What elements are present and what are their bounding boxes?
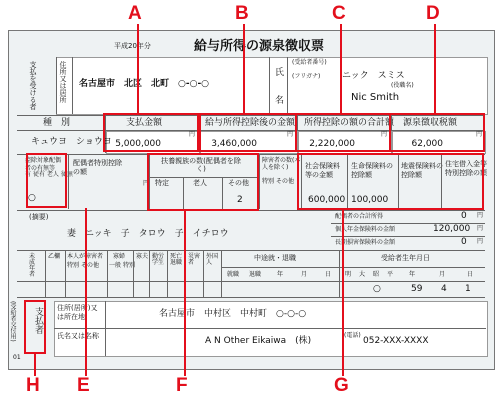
quake-label: 地震保険料の控除額 (401, 162, 443, 180)
birth-label: 受給者生年月日 (381, 254, 430, 262)
connector-g (342, 210, 344, 376)
callout-d: D (426, 3, 440, 24)
deduction-total-amount: 2,220,000 (309, 139, 355, 149)
birth-day: 1 (465, 284, 471, 294)
birth-meiji: 明 (345, 271, 352, 278)
birth-year: 59 (411, 284, 423, 294)
highlight-g-insurance (297, 153, 484, 210)
payer-name: A N Other Eikaiwa (株) (205, 336, 312, 346)
payee-section-label: 支払を受ける者 (29, 61, 37, 110)
spouse-income-amount: 0 (461, 211, 467, 221)
pension-amount: 120,000 (433, 224, 471, 234)
spouse-sub-yes: 有 (25, 171, 32, 178)
status-disaster: 災害者 (188, 253, 201, 266)
connector-f (184, 211, 186, 376)
phone-label: (電話) (344, 332, 361, 339)
connector-d (434, 24, 436, 113)
payer-side-label: (受給者交付用) (9, 301, 16, 342)
payer-section-label: 支払者 (33, 307, 43, 334)
payee-name: Nic Smith (351, 92, 400, 103)
housing-label: 住宅借入金等特別控除の額 (445, 160, 487, 178)
payer-phone: 052-XXX-XXXX (363, 336, 429, 346)
callout-c: C (332, 3, 346, 24)
yen-unit: 円 (477, 238, 484, 245)
status-widow: 寡婦 (113, 253, 126, 260)
after-deduction-amount: 3,460,000 (211, 139, 257, 149)
yen-unit: 円 (381, 131, 388, 138)
form-title: 給与所得の源泉徴収票 (194, 39, 325, 54)
status-disabled-other: その他 (80, 262, 99, 269)
callout-g: G (334, 375, 349, 396)
dep-col-specific: 特定 (155, 179, 169, 187)
social-amount: 600,000 (308, 195, 346, 205)
payer-address: 名古屋市 中村区 中村町 ○-○-○ (159, 309, 307, 319)
deduction-total-label: 所得控除の額の合計額 (304, 118, 395, 128)
form-code: 01 (13, 354, 21, 361)
spouse-sub-none: 従無 (60, 171, 73, 178)
callout-e: E (77, 375, 90, 396)
withholding-amount: 62,000 (411, 139, 443, 149)
connector-e (85, 208, 87, 376)
mid-col-leave: 退職 (249, 271, 262, 278)
yen-unit: 円 (477, 212, 484, 219)
type-value: キュウヨ ショウヨ (31, 137, 112, 147)
spouse-income-label: 配偶者の合計所得 (335, 213, 384, 220)
status-disabled: 本人が障害者 (67, 253, 104, 260)
payment-label: 支払金額 (126, 118, 163, 128)
furigana-label: (フリガナ) (292, 73, 321, 80)
mid-col-month: 月 (301, 271, 308, 278)
payer-address-label: 住所(居所)又は所在地 (57, 304, 98, 322)
notes-label: (摘要) (29, 213, 49, 221)
disabled-label: 障害者の数(本人を除く) (262, 157, 301, 172)
position-label: (役職名) (391, 82, 414, 89)
spouse-sub-dep: 従有 (32, 171, 45, 178)
status-widow-special: 特別 (122, 262, 135, 269)
highlight-e-spouse (26, 153, 67, 208)
payee-address-label: 住所又は居所 (59, 61, 67, 103)
connector-a (137, 24, 139, 113)
yen-unit: 円 (287, 131, 294, 138)
life-amount: 100,000 (351, 195, 389, 205)
status-otsu: 乙欄 (48, 253, 61, 260)
callout-h: H (26, 375, 40, 396)
callout-f: F (176, 375, 188, 396)
status-death: 死亡退職 (170, 253, 183, 266)
yen-unit: 円 (189, 131, 196, 138)
highlight-h-payer (24, 300, 46, 354)
disabled-special: 特別 (262, 178, 275, 185)
highlight-c-deduction-total (295, 113, 391, 152)
dep-other-count: 2 (237, 195, 243, 205)
birth-heisei: 平 (387, 271, 394, 278)
spouse-sub-elderly: 老人 (46, 171, 59, 178)
dep-col-other: その他 (228, 179, 249, 187)
longterm-amount: 0 (461, 237, 467, 247)
spouse-mark: ○ (28, 193, 36, 203)
longterm-label: 長期損害保険料の金額 (335, 239, 396, 246)
mid-col-year: 年 (277, 271, 284, 278)
highlight-a-payment (103, 113, 199, 152)
payee-furigana: ニック スミス (342, 71, 405, 81)
birth-month-unit: 月 (439, 271, 446, 278)
birth-month: 4 (441, 284, 447, 294)
status-widower: 寡夫 (136, 253, 149, 260)
connector-h (34, 354, 36, 376)
payee-address: 名古屋市 北区 北町 ○-○-○ (79, 79, 210, 89)
notes-value: 妻 ニッキ 子 タロウ 子 イチロウ (67, 229, 229, 239)
status-minor: 未成年者 (29, 253, 36, 278)
yen-unit: 円 (477, 225, 484, 232)
highlight-f-dependents (147, 153, 259, 211)
dep-col-elderly: 老人 (193, 179, 207, 187)
mid-col-day: 日 (325, 271, 332, 278)
type-label: 種 別 (43, 118, 71, 128)
callout-b: B (235, 3, 249, 24)
dependents-label: 扶養親族の数(配偶者を除く) (161, 157, 241, 174)
pension-label: 個人年金保険料の金額 (335, 226, 396, 233)
disabled-other: その他 (275, 178, 294, 185)
connector-b (243, 24, 245, 113)
recipient-no-label: (受給者番号) (292, 59, 327, 66)
status-disabled-sub (67, 263, 99, 269)
withholding-label: 源泉徴収税額 (403, 118, 458, 128)
payment-amount: 5,000,000 (115, 139, 161, 149)
spouse-label: 控除対象配偶者の有無等 (25, 157, 62, 172)
mid-label: 中途就・退職 (254, 254, 296, 262)
disabled-sub (262, 179, 294, 185)
connector-c (340, 24, 342, 113)
birth-showa: 昭 (373, 271, 380, 278)
birth-taisho: 大 (359, 271, 366, 278)
yen-unit: 円 (476, 131, 483, 138)
surname-label: 氏 (275, 68, 285, 78)
spouse-special-label: 配偶者特別控除の額 (73, 159, 122, 177)
status-foreigner: 外国人 (206, 253, 219, 266)
status-disabled-special: 特別 (67, 262, 80, 269)
highlight-b-after-deduction (199, 113, 297, 152)
year-label: 平成20年分 (114, 42, 151, 50)
status-student: 勤労学生 (152, 253, 165, 266)
after-deduction-label: 給与所得控除後の金額 (205, 118, 296, 128)
birth-year-unit: 年 (409, 271, 416, 278)
social-label: 社会保険料等の金額 (305, 162, 340, 180)
given-label: 名 (275, 96, 285, 106)
status-widow-general: 一般 (109, 262, 122, 269)
status-widow-sub (109, 263, 135, 269)
mid-col-join: 就職 (227, 271, 240, 278)
callout-a: A (128, 3, 142, 24)
payer-name-label: 氏名又は名称 (57, 332, 99, 340)
yen-unit: 円 (143, 180, 150, 187)
highlight-d-withholding (389, 113, 485, 152)
birth-showa-mark: ○ (373, 284, 381, 294)
birth-day-unit: 日 (467, 271, 474, 278)
life-label: 生命保険料の控除額 (351, 162, 393, 180)
